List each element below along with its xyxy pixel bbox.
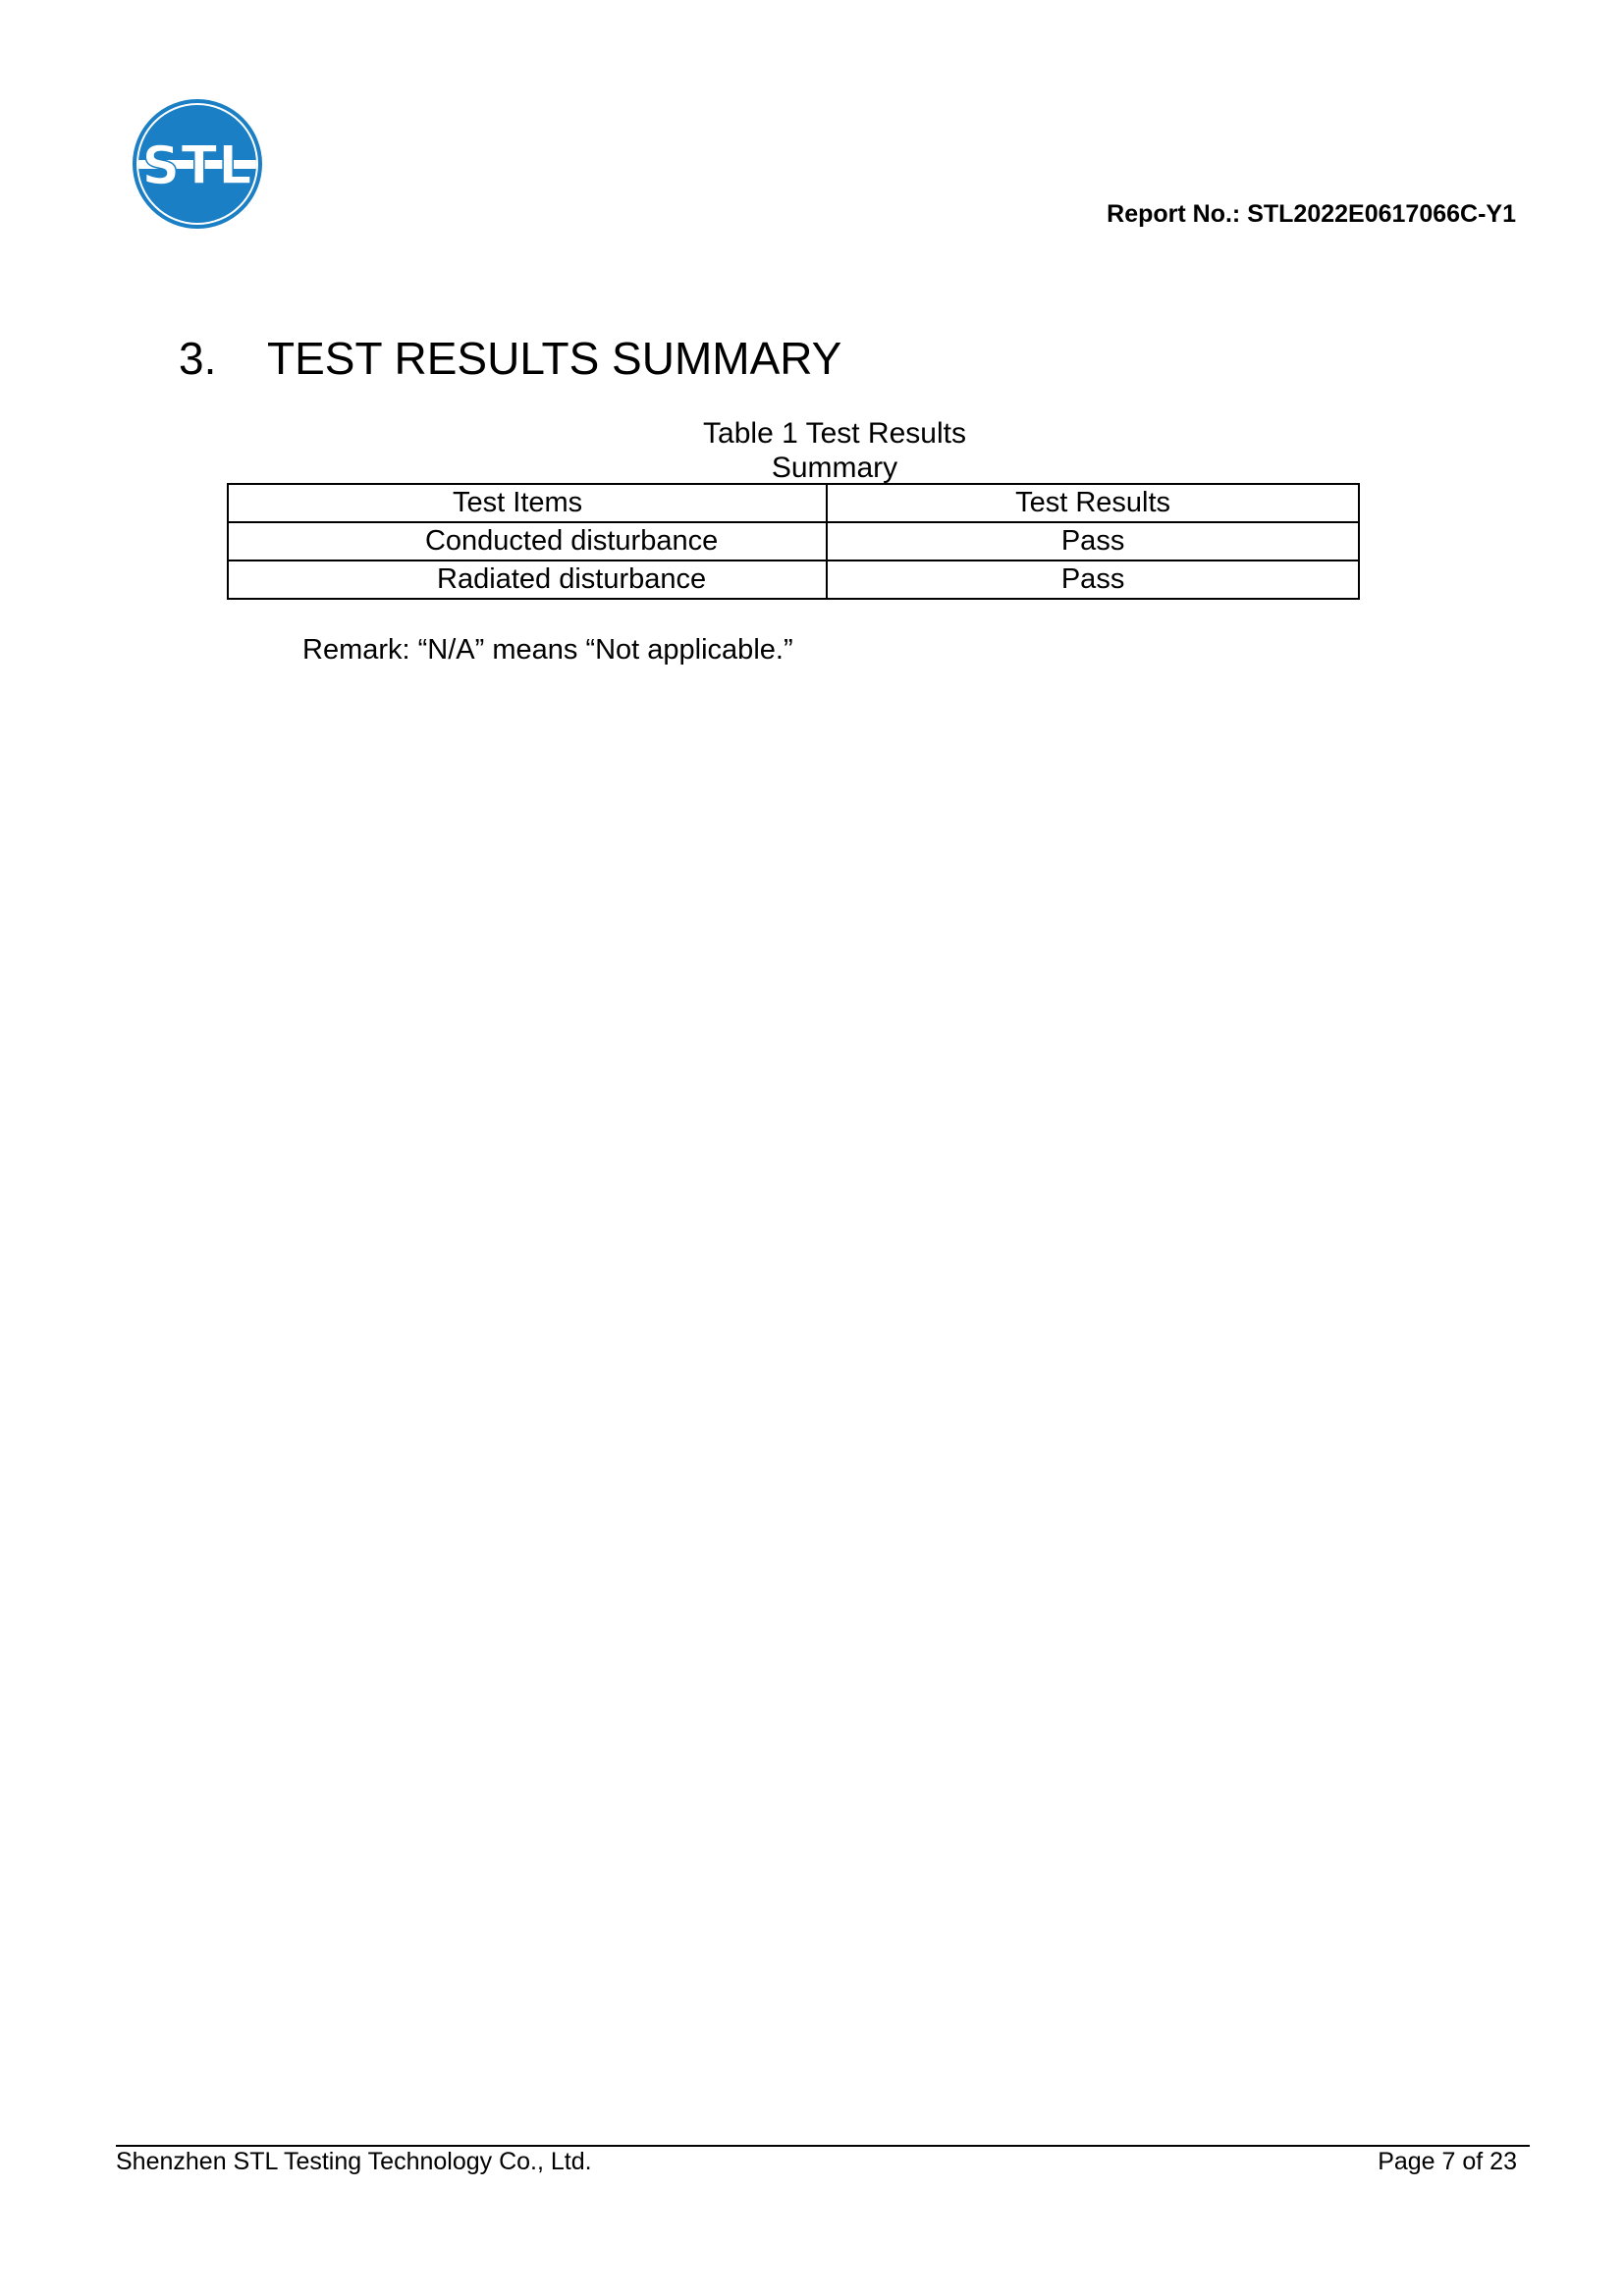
table-caption [687,416,982,485]
table-caption-line2: Summary [771,452,898,484]
footer-company: Shenzhen STL Testing Technology Co., Ltd. [116,2148,592,2175]
test-result-cell: Pass [827,522,1359,561]
table-caption-line1: Table 1 Test Results [703,417,966,450]
table-row [228,522,1359,561]
stl-logo-icon [132,98,263,230]
section-title: TEST RESULTS SUMMARY [267,333,842,384]
table-row [228,561,1359,599]
section-number: 3. [179,333,217,384]
header-test-items: Test Items [228,484,827,522]
footer-divider [116,2145,1530,2147]
header-test-results: Test Results [827,484,1359,522]
test-item-cell: Radiated disturbance [228,561,827,599]
test-result-cell: Pass [827,561,1359,599]
page-number: Page 7 of 23 [1378,2148,1517,2175]
logo-text: STL [141,134,253,196]
report-number: Report No.: STL2022E0617066C-Y1 [1107,200,1516,228]
test-item-cell: Conducted disturbance [228,522,827,561]
remark-note: Remark: “N/A” means “Not applicable.” [302,634,793,666]
table-header-row [228,484,1359,522]
section-heading [179,332,841,385]
test-results-table [227,483,1360,600]
